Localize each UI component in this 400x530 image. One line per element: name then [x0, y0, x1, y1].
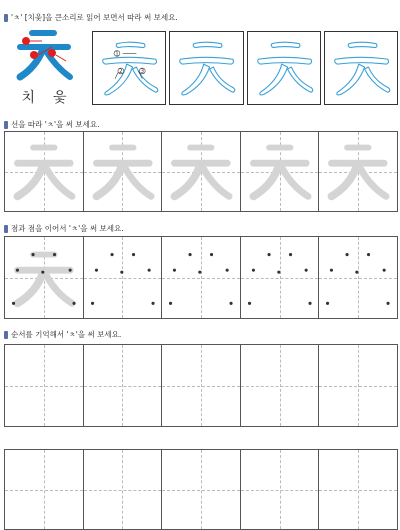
outline-box-3[interactable]: [247, 31, 321, 105]
outline-stroke-1: [271, 42, 300, 47]
gray-glyph-svg: [84, 132, 162, 211]
stroke-arrow-3: [56, 55, 66, 61]
bullet-icon: [4, 331, 8, 339]
trace-cell-2[interactable]: [84, 132, 163, 211]
outline-stroke-3: [182, 64, 210, 95]
blank-cell-7[interactable]: [84, 450, 163, 529]
instruction-read-text: 'ㅊ' [치읓]을 큰소리로 읽어 보면서 따라 써 보세요.: [11, 13, 178, 22]
outline-stroke-2: [180, 57, 234, 64]
gray-glyph-svg: [5, 132, 83, 211]
trace-cell-4[interactable]: [241, 132, 320, 211]
outline-stroke-4: [287, 67, 312, 92]
dot-guide-svg: [241, 237, 319, 318]
outline-stroke-4: [210, 67, 235, 92]
outline-stroke-4: [364, 67, 389, 92]
dot-guide-svg: [162, 237, 240, 318]
outline-glyph-svg: [93, 32, 165, 104]
model-letter: [4, 27, 84, 109]
stroke-order-marker-2: [30, 51, 38, 59]
outline-stroke-2: [103, 57, 157, 64]
blank-cell-1[interactable]: [5, 345, 84, 426]
instruction-read: [4, 13, 178, 23]
dot-cell-2[interactable]: [84, 237, 163, 318]
trace-cell-1[interactable]: [5, 132, 84, 211]
blank-cell-5[interactable]: [319, 345, 397, 426]
outline-glyph-svg: [325, 32, 397, 104]
trace-cell-5[interactable]: [319, 132, 397, 211]
order-number-3: 3: [140, 68, 145, 75]
dot-guide-svg: [5, 237, 83, 318]
blank-cell-9[interactable]: [241, 450, 320, 529]
instruction-memory: [4, 330, 121, 340]
outline-box-2[interactable]: [169, 31, 243, 105]
instruction-dots-text: 점과 점을 이어서 'ㅊ'을 써 보세요.: [11, 224, 124, 233]
gray-glyph-svg: [241, 132, 319, 211]
bullet-icon: [4, 14, 8, 22]
blank-writing-row-1: [4, 344, 398, 427]
blank-writing-row-2: [4, 449, 398, 530]
gray-glyph-svg: [319, 132, 397, 211]
dot-cell-5[interactable]: [319, 237, 397, 318]
instruction-trace: [4, 120, 100, 130]
stroke-order-marker-1: [22, 37, 30, 45]
order-number-1: 1: [115, 51, 119, 58]
dot-guide-svg: [319, 237, 397, 318]
dot-cell-4[interactable]: [241, 237, 320, 318]
model-glyph: [12, 27, 76, 83]
dot-connect-row: [4, 236, 398, 319]
blank-cell-4[interactable]: [241, 345, 320, 426]
order-number-2: 2: [118, 68, 123, 75]
outline-glyph-svg: [248, 32, 320, 104]
outline-stroke-3: [337, 64, 365, 95]
gray-trace-row: [4, 131, 398, 212]
outline-stroke-2: [334, 57, 388, 64]
dot-guide-svg: [84, 237, 162, 318]
blank-cell-8[interactable]: [162, 450, 241, 529]
letter-name-part-2: 읓: [53, 90, 67, 106]
outline-glyph-svg: [170, 32, 242, 104]
trace-cell-3[interactable]: [162, 132, 241, 211]
letter-name: [4, 87, 84, 107]
outline-trace-row: [92, 31, 398, 105]
outline-stroke-2: [257, 57, 311, 64]
gray-glyph-svg: [162, 132, 240, 211]
dot-cell-3[interactable]: [162, 237, 241, 318]
instruction-memory-text: 순서를 기억해서 'ㅊ'을 써 보세요.: [11, 330, 122, 339]
outline-stroke-3: [259, 64, 287, 95]
bullet-icon: [4, 121, 8, 129]
outline-box-4[interactable]: [324, 31, 398, 105]
blank-cell-10[interactable]: [319, 450, 397, 529]
instruction-trace-text: 선을 따라 'ㅊ'을 써 보세요.: [11, 120, 100, 129]
outline-stroke-1: [193, 42, 222, 47]
bullet-icon: [4, 225, 8, 233]
outline-box-1[interactable]: [92, 31, 166, 105]
blank-cell-3[interactable]: [162, 345, 241, 426]
stroke-order-marker-3: [48, 49, 56, 57]
letter-name-part-1: 치: [21, 90, 35, 106]
instruction-dots: [4, 224, 124, 234]
dot-cell-1[interactable]: [5, 237, 84, 318]
outline-stroke-1: [116, 42, 145, 47]
blank-cell-2[interactable]: [84, 345, 163, 426]
outline-stroke-1: [348, 42, 377, 47]
model-glyph-svg: [12, 27, 76, 83]
blank-cell-6[interactable]: [5, 450, 84, 529]
